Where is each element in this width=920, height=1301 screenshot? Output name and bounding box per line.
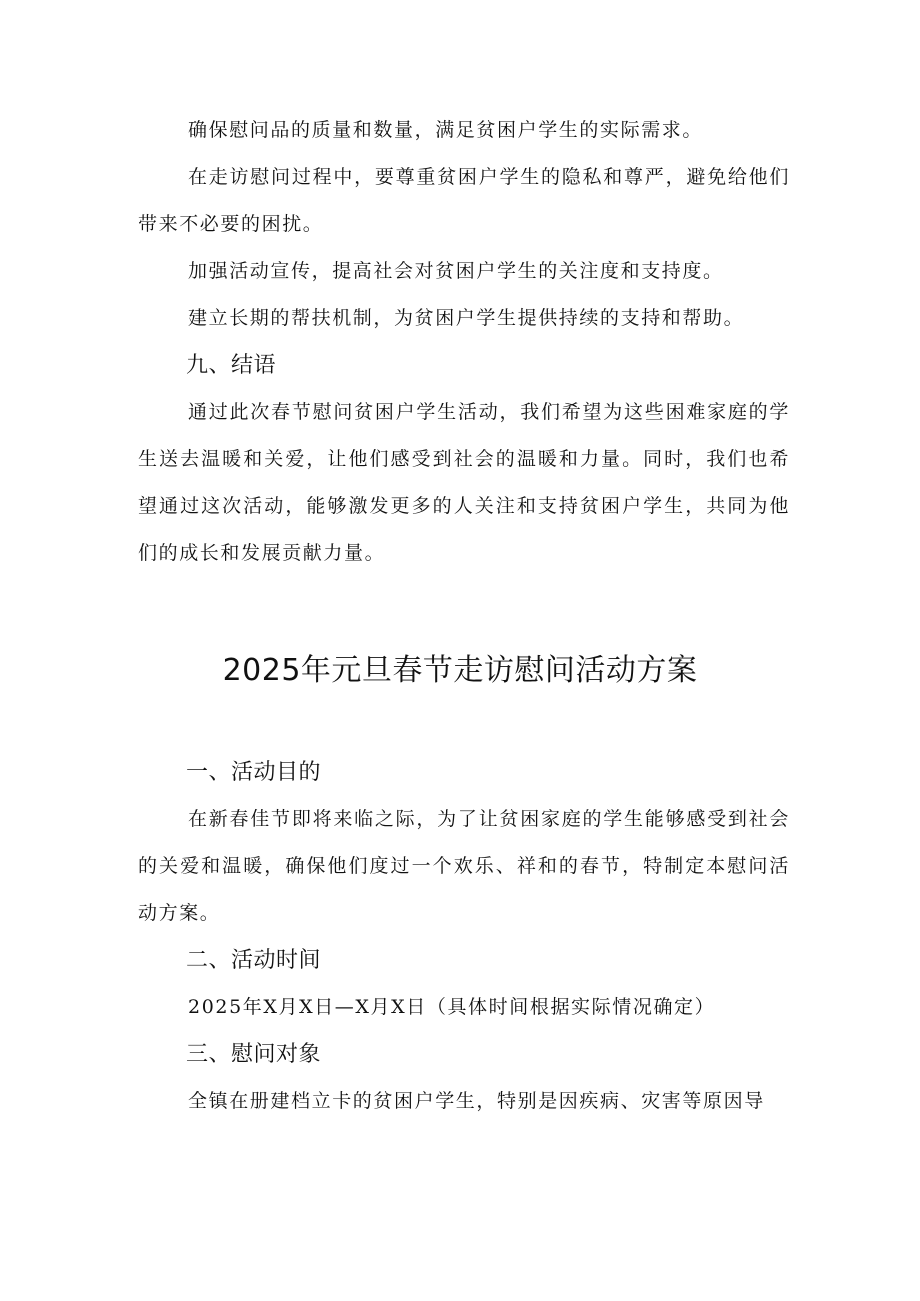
paragraph-conclusion: 通过此次春节慰问贫困户学生活动，我们希望为这些困难家庭的学生送去温暖和关爱，让他们感受到社会的温暖和力量。同时，我们也希望通过这次活动，能够激发更多的人关注和支持贫困户学生，共同为他们的成长和发展贡献力量。: [138, 401, 790, 564]
paragraph-target: 全镇在册建档立卡的贫困户学生，特别是因疾病、灾害等原因导: [188, 1090, 765, 1112]
paragraph-mechanism: 建立长期的帮扶机制，为贫困户学生提供持续的支持和帮助。: [188, 307, 745, 329]
paragraph-publicity: 加强活动宣传，提高社会对贫困户学生的关注度和支持度。: [188, 260, 724, 282]
paragraph-privacy: 在走访慰问过程中，要尊重贫困户学生的隐私和尊严，避免给他们带来不必要的困扰。: [138, 166, 790, 235]
section-heading-time: 二、活动时间: [186, 948, 322, 973]
section-heading-purpose: 一、活动目的: [186, 760, 322, 785]
section-heading-target: 三、慰问对象: [186, 1042, 322, 1067]
paragraph-quality: 确保慰问品的质量和数量，满足贫困户学生的实际需求。: [188, 119, 704, 141]
document-title: 2025年元旦春节走访慰问活动方案: [222, 653, 698, 688]
section-heading-conclusion: 九、结语: [186, 353, 277, 378]
paragraph-time: 2025年X月X日—X月X日（具体时间根据实际情况确定）: [188, 996, 716, 1018]
plan-body: [138, 749, 790, 1125]
paragraph-purpose: 在新春佳节即将来临之际，为了让贫困家庭的学生能够感受到社会的关爱和温暖，确保他们度过一个欢乐、祥和的春节，特制定本慰问活动方案。: [138, 808, 790, 924]
previous-section-tail: [138, 107, 790, 577]
